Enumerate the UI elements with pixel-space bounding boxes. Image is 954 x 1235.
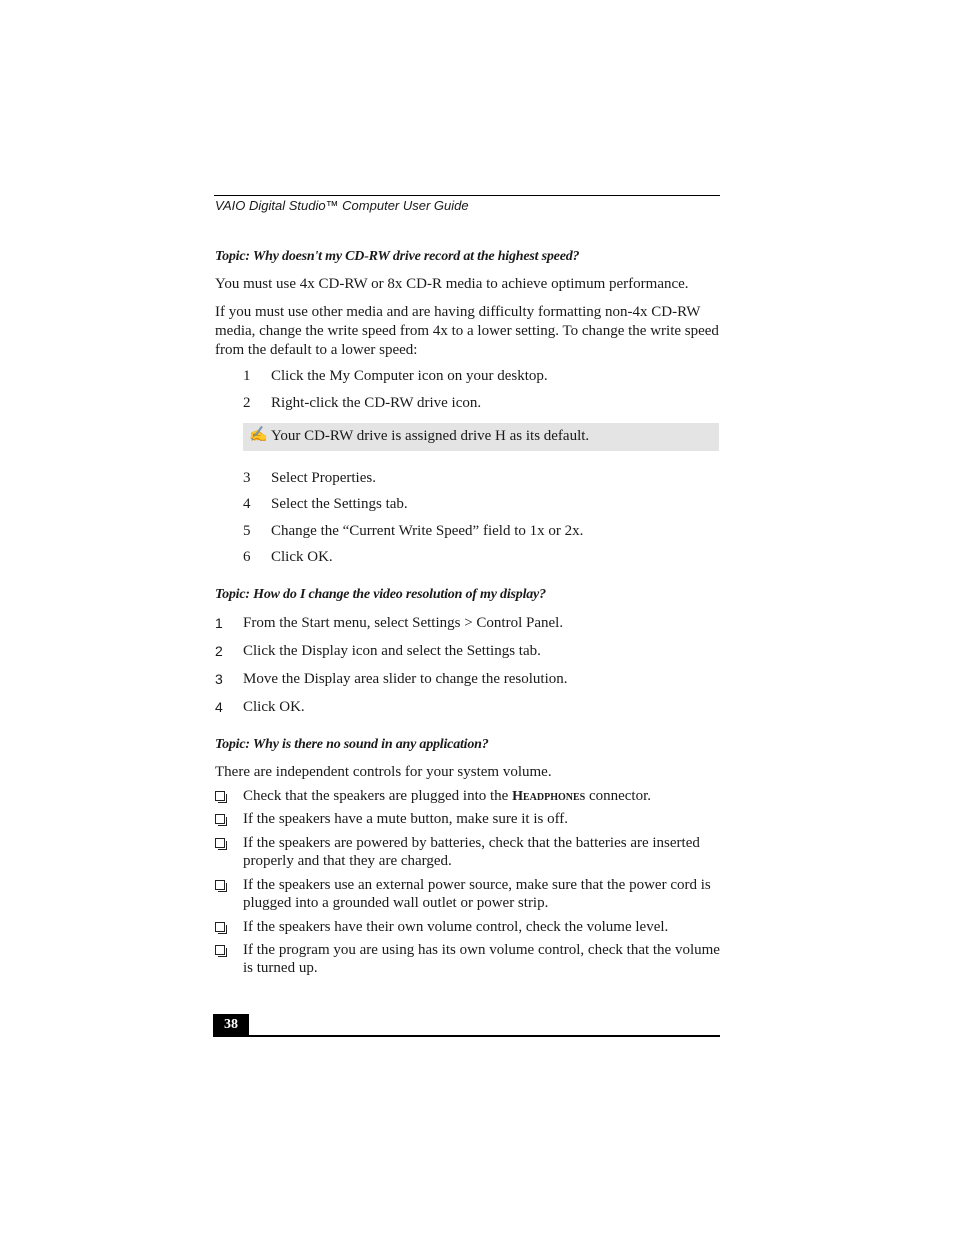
checkbox-bullet-icon [215, 945, 225, 955]
step-text: Select the Settings tab. [271, 496, 408, 512]
checkbox-bullet-icon [215, 791, 225, 801]
paragraph: You must use 4x CD-RW or 8x CD-R media to achieve optimum performance. [215, 276, 689, 292]
step-number: 2 [243, 395, 251, 411]
note-box [243, 423, 719, 451]
bullet-text: If the speakers have their own volume control, check the volume level. [243, 919, 669, 935]
step-number: 5 [243, 523, 251, 539]
running-title: VAIO Digital Studio™ Computer User Guide [215, 198, 469, 213]
checkbox-bullet-icon [215, 814, 225, 824]
paragraph: If you must use other media and are having difficulty formatting non-4x CD-RW media, change the write speed from 4x to a lower setting. To change the write speed from the default to a lower speed: [215, 304, 719, 358]
checkbox-bullet-icon [215, 922, 225, 932]
step-number: 3 [215, 671, 223, 687]
step-text: Click the Display icon and select the Settings tab. [243, 643, 541, 659]
bullet-text: If the speakers use an external power source, make sure that the power cord is plugged into a grounded wall outlet or power strip. [243, 877, 711, 911]
checkbox-bullet-icon [215, 838, 225, 848]
step-text: From the Start menu, select Settings > Control Panel. [243, 615, 564, 631]
step-number: 1 [215, 615, 223, 631]
note-text: Your CD-RW drive is assigned drive H as its default. [271, 428, 590, 444]
paragraph: There are independent controls for your system volume. [215, 764, 552, 780]
step-text: Click the My Computer icon on your desktop. [271, 368, 548, 384]
page-number: 38 [213, 1014, 249, 1035]
bullet-text: If the speakers are powered by batteries, check that the batteries are inserted properly and that they are charged. [243, 835, 700, 869]
checkbox-bullet-icon [215, 880, 225, 890]
step-number: 1 [243, 368, 251, 384]
bullet-text: Check that the speakers are plugged into the Headphones connector. [243, 788, 652, 804]
topic-heading-sound: Topic: Why is there no sound in any application? [215, 737, 489, 752]
step-number: 3 [243, 470, 251, 486]
step-text: Click OK. [243, 699, 305, 715]
step-number: 4 [215, 699, 223, 715]
footer-rule [213, 1035, 720, 1037]
step-text: Change the “Current Write Speed” field to 1x or 2x. [271, 523, 584, 539]
topic-heading-resolution: Topic: How do I change the video resolution of my display? [215, 587, 546, 602]
headphones-label: Headphones [512, 789, 586, 804]
bullet-text: If the program you are using has its own volume control, check that the volume is turned up. [243, 942, 720, 976]
step-text: Click OK. [271, 549, 333, 565]
step-number: 4 [243, 496, 251, 512]
step-text: Right-click the CD-RW drive icon. [271, 395, 482, 411]
step-text: Select Properties. [271, 470, 376, 486]
step-number: 6 [243, 549, 251, 565]
header-rule [214, 195, 720, 196]
step-number: 2 [215, 643, 223, 659]
topic-heading-cdrw: Topic: Why doesn't my CD-RW drive record at the highest speed? [215, 249, 580, 264]
note-pencil-icon: ✍ [249, 427, 268, 443]
bullet-text: If the speakers have a mute button, make sure it is off. [243, 811, 569, 827]
step-text: Move the Display area slider to change the resolution. [243, 671, 568, 687]
